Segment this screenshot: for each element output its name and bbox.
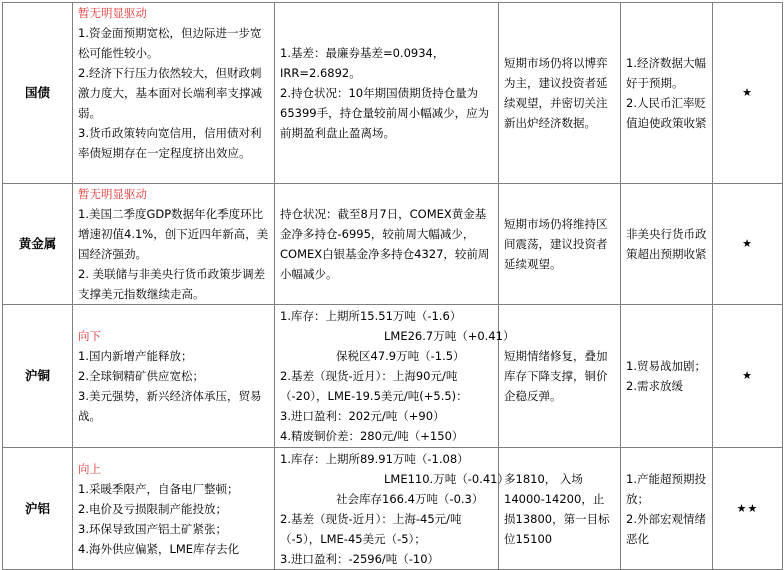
risk-cell	[621, 184, 713, 305]
risk-item: 2.人民币汇率贬值迫使政策收紧	[626, 96, 707, 130]
driver-item: 1.国内新增产能释放；	[78, 349, 193, 363]
data-cell	[275, 3, 499, 184]
driver-item: 4.海外供应偏紧，LME库存去化	[78, 541, 240, 556]
table-row	[3, 184, 783, 305]
driver-item: 2.经济下行压力依然较大，但财政刺激力度大，基本面对长端利率支撑减弱。	[78, 66, 262, 120]
driver-item: 1.资金面预期宽松，但边际进一步宽松可能性较小。	[78, 26, 262, 60]
data-item: 1.库存：上期所15.51万吨（-1.6）	[280, 309, 462, 323]
rating-stars: ★	[713, 305, 783, 448]
risk-item: 1.产能超预期投放；	[626, 471, 706, 506]
data-item: 2.持仓状况：10年期国债期货持仓量为65399手，持仓量较前周小幅减少，应为前期盈利盘止盈离场。	[280, 86, 490, 140]
table-row	[3, 305, 783, 448]
driver-item: 3.美元强势，新兴经济体承压，贸易战。	[78, 389, 262, 423]
risk-item: 2.外部宏观情绪恶化	[626, 511, 706, 546]
commodity-name: 沪铝	[3, 448, 73, 570]
strategy-cell: 短期市场仍将维持区间震荡，建议投资者延续观望。	[499, 184, 621, 305]
table-row	[3, 448, 783, 570]
driver-cell	[73, 305, 275, 448]
driver-item: 2.电价及亏损限制产能投放；	[78, 501, 227, 516]
driver-item: 1.美国二季度GDP数据年化季度环比增速初值4.1%，创下近四年新高，美国经济强劲。	[78, 207, 269, 261]
table-row	[3, 3, 783, 184]
rating-stars: ★	[713, 3, 783, 184]
data-item: 1.库存：上期所89.91万吨（-1.08）	[280, 451, 469, 466]
risk-item: 非美央行货币政策超出预期收紧	[626, 227, 707, 261]
commodity-name: 国债	[3, 3, 73, 184]
strategy-cell: 短期市场仍将以博弈为主，建议投资者延续观望，并密切关注新出炉经济数据。	[499, 3, 621, 184]
data-cell	[275, 305, 515, 448]
driver-direction: 向下	[78, 329, 101, 343]
driver-direction: 向上	[78, 461, 101, 476]
risk-cell	[621, 305, 713, 448]
strategy-cell: 多1810， 入场14000-14200，止损13800，第一目标位15100	[499, 448, 621, 570]
data-item: 社会库存166.4万吨（-0.3）	[336, 491, 484, 506]
data-item: 2.基差（现货-近月）：上海90元/吨（-20），LME-19.5美元/吨(+5.5)：	[280, 369, 468, 403]
driver-item: 2.全球铜精矿供应宽松；	[78, 369, 204, 383]
driver-item: 1.采暖季限产，自备电厂整顿；	[78, 481, 239, 496]
driver-item: 2. 美联储与非美央行货币政策步调差支撑美元指数继续走高。	[78, 267, 266, 301]
data-item: 2.基差（现货-近月）：上海-45元/吨（-5），LME-45美元（-5）；	[280, 511, 462, 546]
commodity-strategy-table	[2, 2, 783, 570]
data-item: 3.进口盈利：202元/吨（+90）	[280, 409, 445, 423]
data-item: LME110.万吨（-0.41）	[384, 471, 509, 486]
risk-cell	[621, 448, 713, 570]
rating-stars: ★	[713, 184, 783, 305]
driver-item: 3.环保导致国产铝土矿紧张；	[78, 521, 227, 536]
strategy-cell: 短期情绪修复，叠加库存下降支撑，铜价企稳反弹。	[499, 305, 621, 448]
data-cell	[275, 184, 499, 305]
risk-cell	[621, 3, 713, 184]
data-item: 4.精废铜价差：280元/吨（+150）	[280, 429, 464, 443]
risk-item: 1.经济数据大幅好于预期。	[626, 56, 706, 90]
driver-direction: 暂无明显驱动	[78, 187, 147, 201]
commodity-name: 黄金属	[3, 184, 73, 305]
driver-cell	[73, 184, 275, 305]
data-item: LME26.7万吨（+0.41）	[384, 329, 515, 343]
driver-item: 3.货币政策转向宽信用，信用债对利率债短期存在一定程度挤出效应。	[78, 126, 262, 160]
data-item: 1.基差：最廉券基差=0.0934，IRR=2.6892。	[280, 46, 445, 80]
rating-stars: ★★	[713, 448, 783, 570]
risk-item: 2.需求放缓	[626, 379, 683, 393]
data-item: 3.进口盈利：-2596/吨（-10）	[280, 551, 440, 566]
data-item: 持仓状况：截至8月7日，COMEX黄金基金净多持仓-6995，较前周大幅减少，COMEX白银基金净多持仓4327，较前周小幅减少。	[280, 207, 490, 281]
data-item: 保税区47.9万吨（-1.5）	[336, 349, 465, 363]
risk-item: 1.贸易战加剧；	[626, 359, 706, 373]
driver-cell	[73, 448, 275, 570]
driver-direction: 暂无明显驱动	[78, 6, 147, 20]
data-cell	[275, 448, 509, 570]
commodity-name: 沪铜	[3, 305, 73, 448]
driver-cell	[73, 3, 275, 184]
